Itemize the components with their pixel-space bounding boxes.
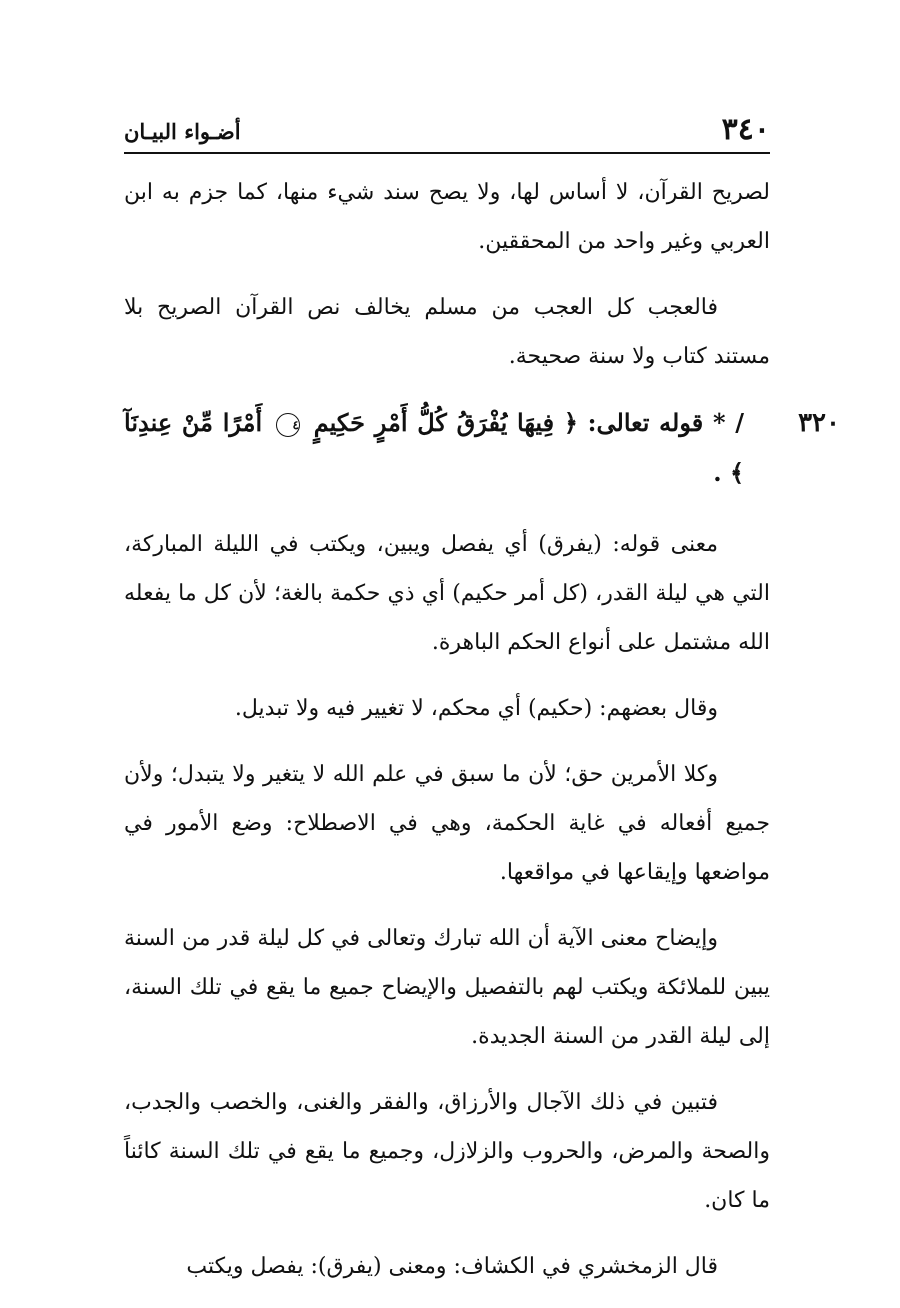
paragraph: وكلا الأمرين حق؛ لأن ما سبق في علم الله لا يتغير ولا يتبدل؛ ولأن جميع أفعاله في غاية الحكمة، وهي في الاصطلاح: وضع الأمور في مواضعها وإيقاعها في مواقعها. (124, 762, 770, 885)
verse-closing: . (713, 458, 722, 487)
paragraph: فتبين في ذلك الآجال والأرزاق، والفقر والغنى، والخصب والجدب، والصحة والمرض، والحروب والزلازل، وجميع ما يقع في تلك السنة كائناً ما كان. (124, 1090, 770, 1213)
verse-heading (124, 398, 770, 498)
quran-text-continued: أَمْرًا مِّنْ عِندِنَآ ﴾ (124, 408, 744, 487)
verse-intro: / * قوله تعالى: (587, 408, 745, 437)
page-header (124, 112, 770, 152)
paragraph: معنى قوله: (يفرق) أي يفصل ويبين، ويكتب في الليلة المباركة، التي هي ليلة القدر، (كل أمر حكيم) أي ذي حكمة بالغة؛ لأن كل ما يفعله الله مشتمل على أنواع الحكم الباهرة. (124, 532, 770, 655)
paragraph: فالعجب كل العجب من مسلم يخالف نص القرآن الصريح بلا مستند كتاب ولا سنة صحيحة. (124, 295, 770, 369)
page-number: ٣٤٠ (721, 112, 770, 147)
verse-reference-number: ٣٢٠ (798, 408, 840, 438)
ayah-number-icon: ٤ (276, 413, 300, 437)
paragraph: وإيضاح معنى الآية أن الله تبارك وتعالى في كل ليلة قدر من السنة يبين للملائكة ويكتب لهم بالتفصيل والإيضاح جميع ما يقع في تلك السنة، إلى ليلة القدر من السنة الجديدة. (124, 926, 770, 1049)
paragraph: لصريح القرآن، لا أساس لها، ولا يصح سند شيء منها، كما جزم به ابن العربي وغير واحد من المحققين. (124, 180, 770, 254)
header-divider (124, 152, 770, 154)
page-body (124, 168, 840, 1308)
paragraph: وقال بعضهم: (حكيم) أي محكم، لا تغيير فيه ولا تبديل. (234, 696, 718, 721)
book-title: أضـواء البيـان (124, 119, 241, 144)
paragraph: قال الزمخشري في الكشاف: ومعنى (يفرق): يفصل ويكتب (186, 1254, 718, 1279)
quran-text: ﴿ فِيهَا يُفْرَقُ كُلُّ أَمْرٍ حَكِيمٍ (313, 408, 578, 437)
verse-heading-block (124, 398, 840, 498)
